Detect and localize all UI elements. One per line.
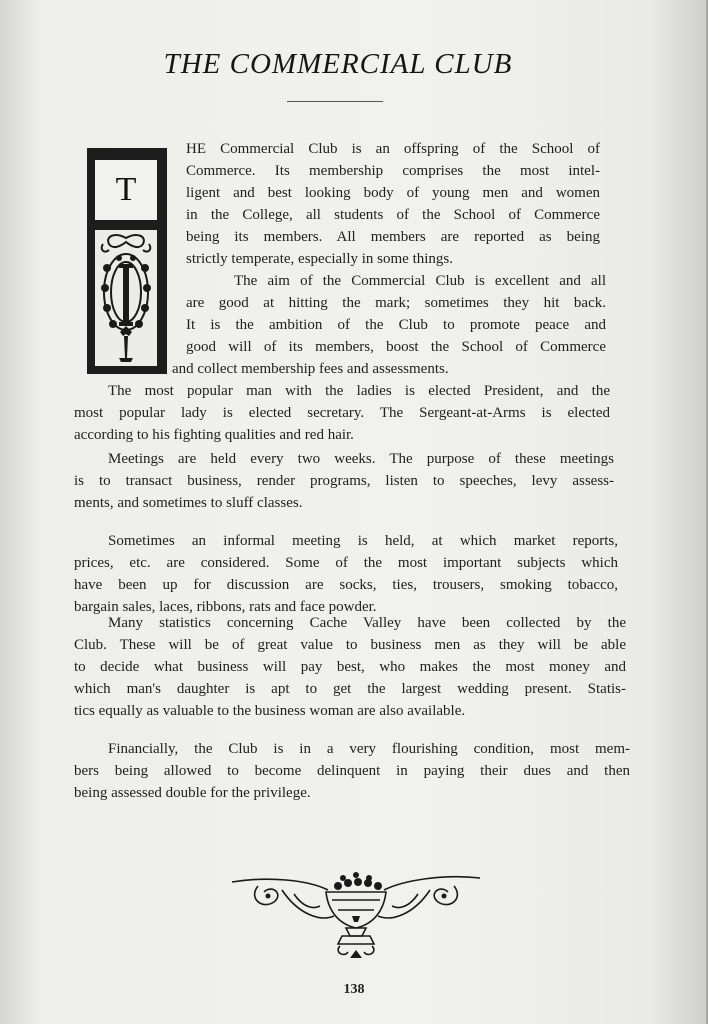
page-title: THE COMMERCIAL CLUB bbox=[163, 48, 513, 80]
text-line: Sometimes an informal meeting is held, at which market reports, bbox=[108, 533, 618, 549]
paragraph-1 bbox=[186, 138, 600, 270]
text-line: Many statistics concerning Cache Valley have been collected by the bbox=[108, 615, 626, 631]
wreath-ornament-icon bbox=[95, 230, 157, 366]
drop-cap-block bbox=[87, 148, 167, 374]
paragraph-2-cont bbox=[186, 292, 606, 358]
text-line: ligent and best looking body of young men and women bbox=[186, 185, 600, 201]
page-number: 138 bbox=[343, 982, 365, 997]
text-line: to decide what business will pay best, who makes the most money and bbox=[74, 659, 626, 675]
paragraph-6 bbox=[74, 612, 626, 722]
paragraph-5 bbox=[74, 530, 618, 618]
paragraph-2 bbox=[186, 270, 606, 292]
text-line: Financially, the Club is in a very flourishing condition, most mem- bbox=[108, 741, 630, 757]
text-line: Club. These will be of great value to business men as they will be able bbox=[74, 637, 626, 653]
text-line: bargain sales, laces, ribbons, rats and face powder. bbox=[74, 599, 377, 615]
title-rule bbox=[287, 101, 383, 102]
drop-cap-letter: T bbox=[95, 160, 157, 220]
text-line: being its members. All members are reported as being bbox=[186, 229, 600, 245]
urn-scroll-ornament-icon bbox=[228, 870, 484, 960]
text-line: is to transact business, render programs, listen to speeches, levy assess- bbox=[74, 473, 614, 489]
text-line: ments, and sometimes to sluff classes. bbox=[74, 495, 303, 511]
text-line: and collect membership fees and assessments. bbox=[172, 361, 449, 377]
paragraph-3 bbox=[74, 380, 610, 446]
text-line: The aim of the Commercial Club is excellent and all bbox=[234, 273, 606, 289]
text-line: in the College, all students of the School of Commerce bbox=[186, 207, 600, 223]
text-line: being assessed double for the privilege. bbox=[74, 785, 311, 801]
text-line: prices, etc. are considered. Some of the most important subjects which bbox=[74, 555, 618, 571]
text-line: most popular lady is elected secretary. The Sergeant-at-Arms is elected bbox=[74, 405, 610, 421]
text-line: Commerce. Its membership comprises the most intel- bbox=[186, 163, 600, 179]
text-line: tics equally as valuable to the business woman are also available. bbox=[74, 703, 466, 719]
paragraph-2-tail bbox=[172, 358, 606, 380]
paragraph-4 bbox=[74, 448, 614, 514]
text-line: HE Commercial Club is an offspring of the School of bbox=[186, 141, 600, 157]
text-line: The most popular man with the ladies is elected President, and the bbox=[108, 383, 610, 399]
text-line: strictly temperate, especially in some things. bbox=[186, 251, 454, 267]
text-line: It is the ambition of the Club to promote peace and bbox=[186, 317, 606, 333]
text-line: which man's daughter is apt to get the largest wedding present. Statis- bbox=[74, 681, 626, 697]
text-line: are good at hitting the mark; sometimes they hit back. bbox=[186, 295, 606, 311]
text-line: bers being allowed to become delinquent in paying their dues and then bbox=[74, 763, 630, 779]
text-line: Meetings are held every two weeks. The purpose of these meetings bbox=[108, 451, 614, 467]
text-line: according to his fighting qualities and red hair. bbox=[74, 427, 354, 443]
text-line: have been up for discussion are socks, ties, trousers, smoking tobacco, bbox=[74, 577, 618, 593]
text-line: good will of its members, boost the School of Commerce bbox=[186, 339, 606, 355]
paragraph-7 bbox=[74, 738, 630, 804]
